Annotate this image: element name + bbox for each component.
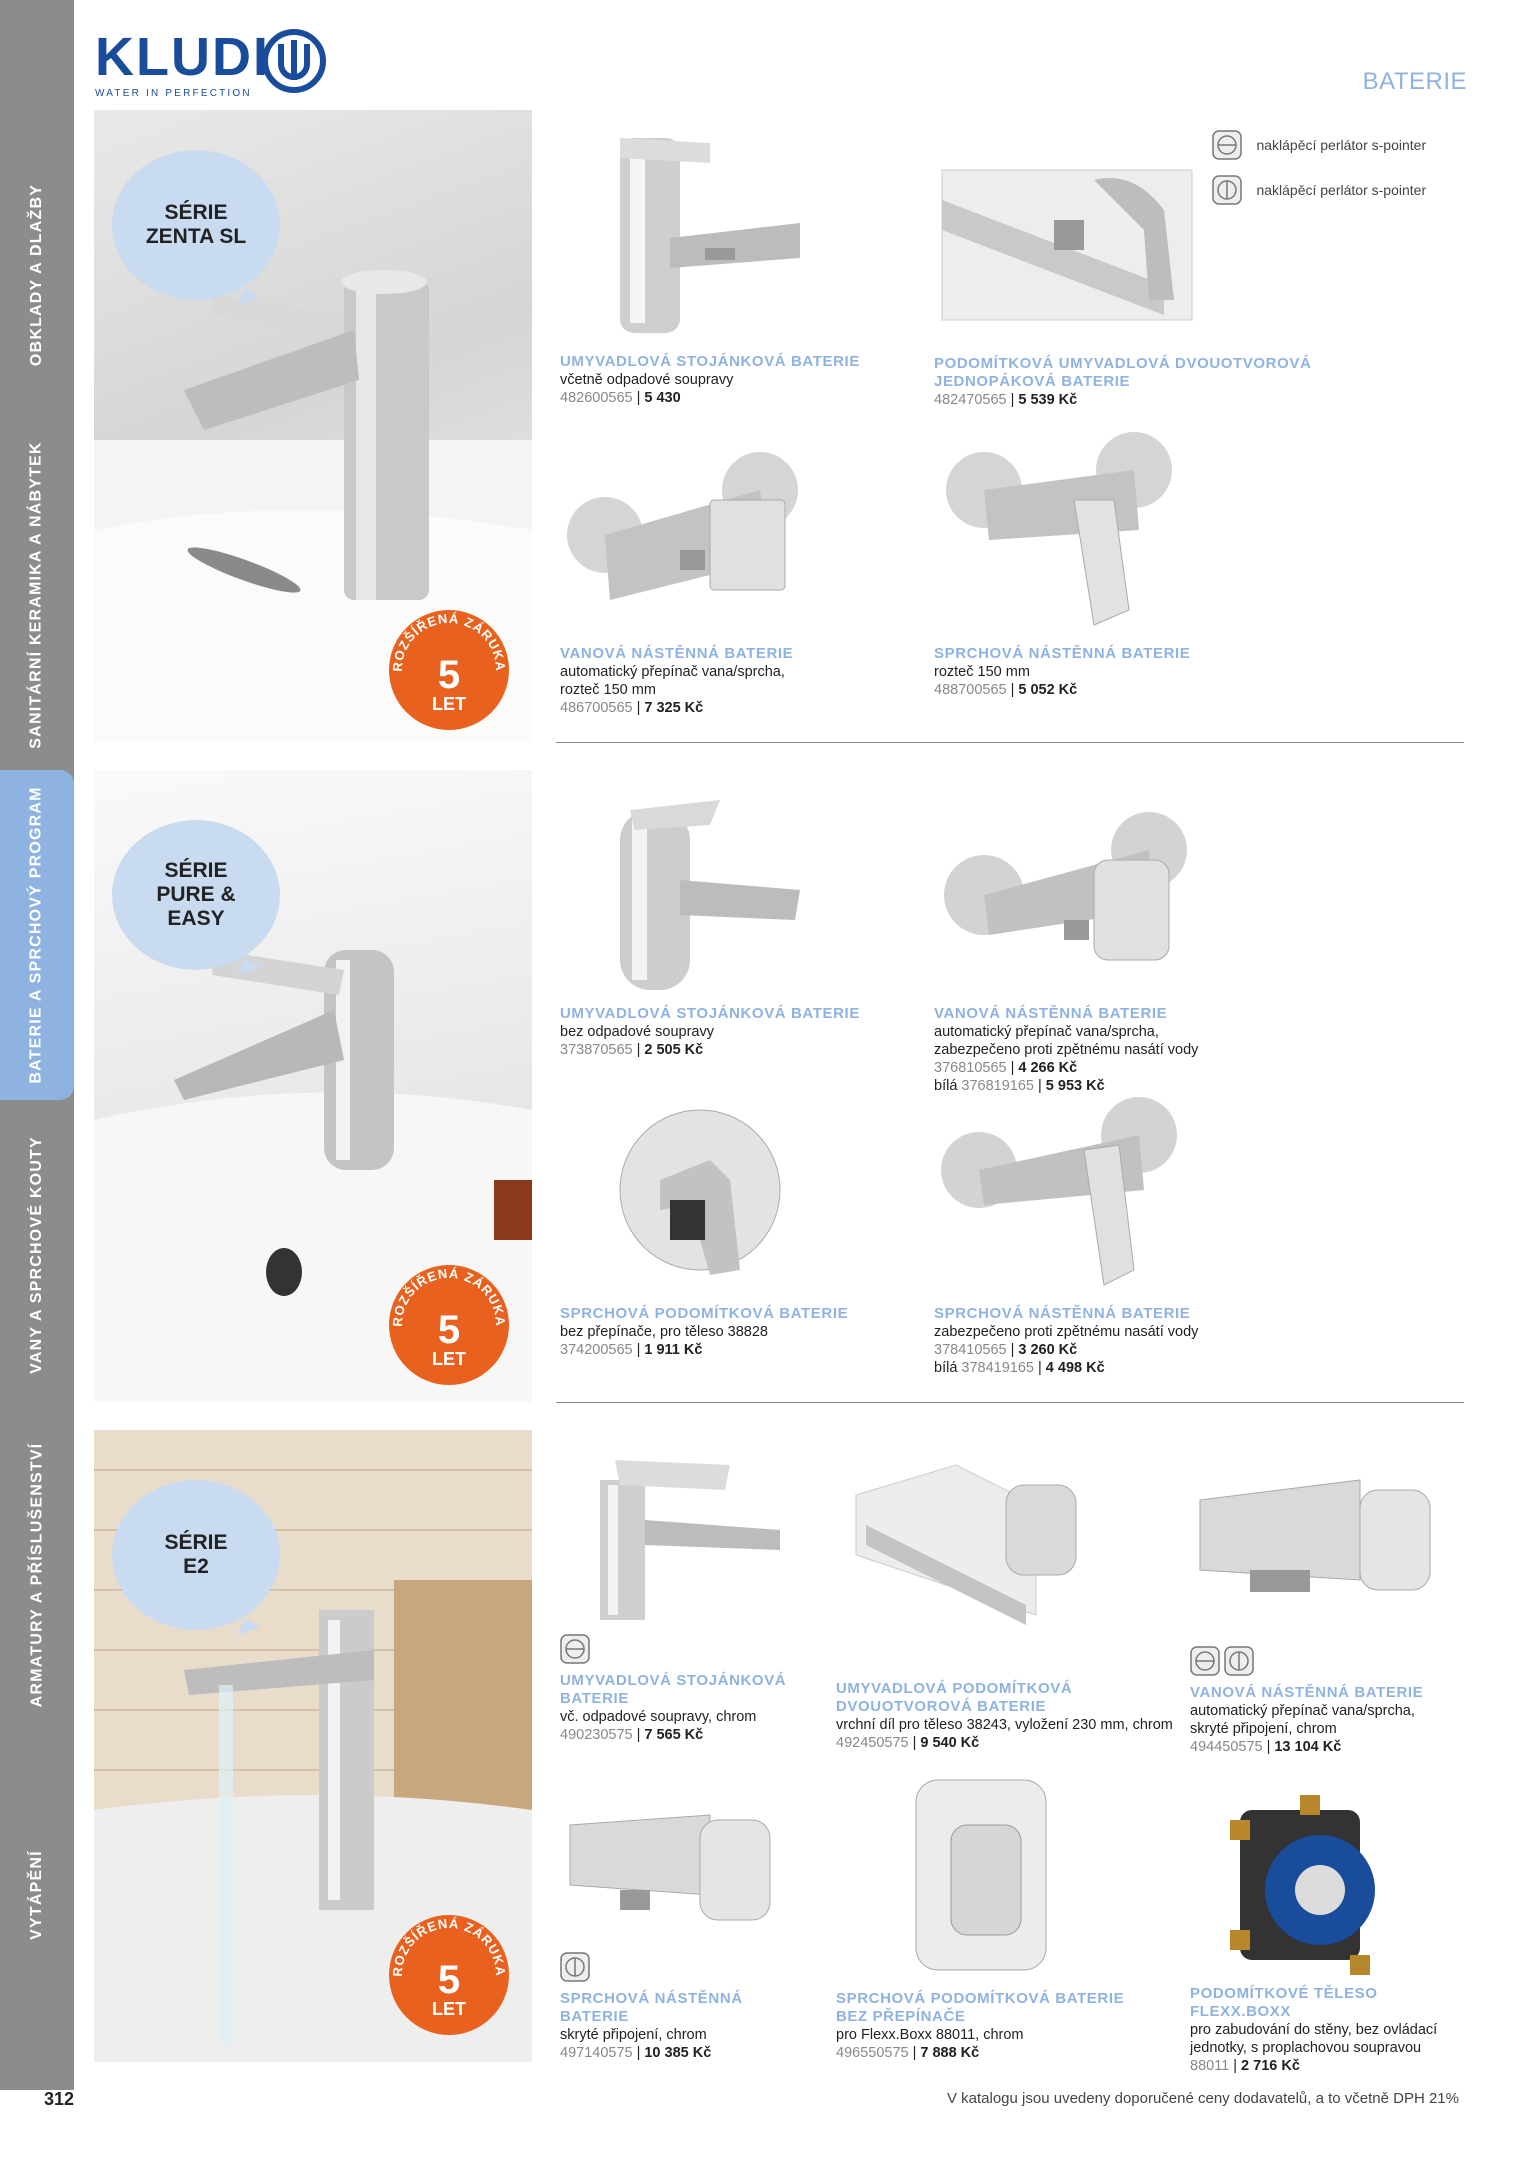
hero-photo-e2: [94, 1430, 532, 2062]
product-desc: automatický přepínač vana/sprcha, zabezpečeno proti zpětnému nasátí vody: [934, 1024, 1199, 1058]
tilt-aerator-icon: [560, 1952, 590, 1982]
series-name: SÉRIE PURE & EASY: [156, 859, 236, 930]
series-bubble: [112, 820, 280, 970]
variant-price: 4 498 Kč: [1045, 1360, 1105, 1376]
product-desc: automatický přepínač vana/sprcha, skryté připojení, chrom: [1190, 1703, 1415, 1737]
product-desc: včetně odpadové soupravy: [560, 372, 734, 388]
product-desc: bez přepínače, pro těleso 38828: [560, 1324, 768, 1340]
basin-mixer-image: [560, 118, 820, 348]
product-card[interactable]: VANOVÁ NÁSTĚNNÁ BATERIE automatický přepínač vana/sprcha, zabezpečeno proti zpětnému nasátí vody 376810565 | 4 266 Kč bílá 376819165 | 5 953 Kč: [934, 810, 1314, 1095]
svg-text:5: 5: [437, 653, 461, 697]
product-code: 486700565: [560, 700, 633, 716]
product-title: SPRCHOVÁ NÁSTĚNNÁ BATERIE: [934, 1305, 1191, 1322]
product-title: PODOMÍTKOVÁ UMYVADLOVÁ DVOUOTVOROVÁ JEDNOPÁKOVÁ BATERIE: [934, 355, 1312, 390]
product-code: 374200565: [560, 1342, 633, 1358]
product-card[interactable]: PODOMÍTKOVÁ UMYVADLOVÁ DVOUOTVOROVÁ JEDNOPÁKOVÁ BATERIE 482470565 | 5 539 Kč: [934, 150, 1354, 409]
series-bubble: [112, 1480, 280, 1630]
section-divider: [556, 742, 1464, 743]
product-title: UMYVADLOVÁ PODOMÍTKOVÁ DVOUOTVOROVÁ BATERIE: [836, 1680, 1073, 1715]
product-desc: pro Flexx.Boxx 88011, chrom: [836, 2027, 1024, 2043]
product-title: SPRCHOVÁ PODOMÍTKOVÁ BATERIE BEZ PŘEPÍNAČE: [836, 1990, 1125, 2025]
product-price: 2 505 Kč: [644, 1042, 704, 1058]
product-code: 490230575: [560, 1727, 633, 1743]
product-price: 7 325 Kč: [644, 700, 704, 716]
product-desc: vč. odpadové soupravy, chrom: [560, 1709, 757, 1725]
product-price: 4 266 Kč: [1018, 1060, 1078, 1076]
svg-text:ROZŠÍŘENÁ ZÁRUKA: ROZŠÍŘENÁ ZÁRUKA: [389, 1915, 509, 1978]
product-code: 496550575: [836, 2045, 909, 2061]
product-desc: pro zabudování do stěny, bez ovládací jednotky, s proplachovou soupravou: [1190, 2022, 1438, 2056]
product-price: 7 888 Kč: [920, 2045, 980, 2061]
category-sidebar: [0, 0, 74, 2090]
product-code: 492450575: [836, 1735, 909, 1751]
brand-name: KLUDI: [95, 27, 270, 87]
hero-photo-pure-easy: [94, 770, 532, 1402]
warranty-badge-icon: [384, 1905, 514, 2035]
sidebar-item-obklady[interactable]: OBKLADY A DLAŽBY: [28, 183, 46, 367]
shower-mixer-image: [934, 430, 1224, 640]
product-price: 10 385 Kč: [644, 2045, 712, 2061]
series-name: SÉRIE ZENTA SL: [145, 201, 247, 248]
product-title: SPRCHOVÁ NÁSTĚNNÁ BATERIE: [934, 645, 1191, 662]
svg-text:LET: LET: [432, 1349, 466, 1369]
product-price: 5 430: [644, 390, 681, 406]
product-card[interactable]: SPRCHOVÁ NÁSTĚNNÁ BATERIE skryté připojení, chrom 497140575 | 10 385 Kč: [560, 1805, 810, 2062]
brand-logo: [95, 27, 270, 99]
product-price: 5 052 Kč: [1018, 682, 1078, 698]
bath-mixer-image: [934, 810, 1224, 1000]
svg-text:ROZŠÍŘENÁ ZÁRUKA: ROZŠÍŘENÁ ZÁRUKA: [389, 610, 509, 673]
product-card[interactable]: UMYVADLOVÁ STOJÁNKOVÁ BATERIE včetně odpadové soupravy 482600565 | 5 430: [560, 118, 890, 407]
variant-code: 376819165: [961, 1078, 1034, 1094]
product-code: 482470565: [934, 392, 1007, 408]
product-code: 494450575: [1190, 1739, 1263, 1755]
brand-tagline: WATER IN PERFECTION: [95, 88, 252, 99]
page-number: 312: [44, 2089, 75, 2109]
product-title: VANOVÁ NÁSTĚNNÁ BATERIE: [934, 1005, 1168, 1022]
product-price: 1 911 Kč: [644, 1342, 703, 1358]
product-desc: zabezpečeno proti zpětnému nasátí vody: [934, 1324, 1199, 1340]
tilt-aerator-icon: [1190, 1646, 1220, 1676]
product-title: VANOVÁ NÁSTĚNNÁ BATERIE: [1190, 1684, 1424, 1701]
product-desc: automatický přepínač vana/sprcha, rozteč 150 mm: [560, 664, 785, 698]
basin-mixer-image: [560, 780, 820, 1000]
product-desc: skryté připojení, chrom: [560, 2027, 707, 2043]
variant-code: 378419165: [961, 1360, 1034, 1376]
price-note: V katalogu jsou uvedeny doporučené ceny dodavatelů, a to včetně DPH 21%: [946, 2090, 1459, 2107]
variant-price: 5 953 Kč: [1045, 1078, 1105, 1094]
tilt-aerator-icon: [560, 1634, 590, 1664]
bath-mixer-image: [560, 440, 860, 640]
shower-mixer-image: [934, 1090, 1224, 1300]
product-code: 488700565: [934, 682, 1007, 698]
product-price: 2 716 Kč: [1241, 2058, 1300, 2074]
product-desc: bez odpadové soupravy: [560, 1024, 714, 1040]
product-title: UMYVADLOVÁ STOJÁNKOVÁ BATERIE: [560, 1672, 787, 1707]
warranty-badge-icon: [384, 1255, 514, 1385]
shower-mixer-image: [560, 1805, 800, 1945]
legend-text: naklápěcí perlátor s-pointer: [1256, 182, 1427, 198]
section-title: BATERIE: [1362, 68, 1467, 95]
kludi-mark-icon: [261, 28, 327, 94]
product-title: PODOMÍTKOVÉ TĚLESO FLEXX.BOXX: [1190, 1985, 1378, 2020]
tilt-aerator-icon: [1224, 1646, 1254, 1676]
sidebar-item-baterie[interactable]: BATERIE A SPRCHOVÝ PROGRAM: [0, 770, 74, 1100]
svg-text:5: 5: [437, 1308, 461, 1352]
product-code: 88011: [1190, 2058, 1230, 2074]
sidebar-item-sanitarni-keramika[interactable]: SANITÁRNÍ KERAMIKA A NÁBYTEK: [28, 441, 45, 749]
concealed-shower-mixer-image: [560, 1100, 820, 1300]
product-card[interactable]: SPRCHOVÁ NÁSTĚNNÁ BATERIE rozteč 150 mm 488700565 | 5 052 Kč: [934, 430, 1274, 699]
concealed-shower-mixer-image: [836, 1770, 1076, 1985]
product-price: 9 540 Kč: [920, 1735, 980, 1751]
legend-text: naklápěcí perlátor s-pointer: [1256, 137, 1427, 153]
product-price: 3 260 Kč: [1018, 1342, 1078, 1358]
product-price: 7 565 Kč: [644, 1727, 704, 1743]
product-card[interactable]: SPRCHOVÁ PODOMÍTKOVÁ BATERIE BEZ PŘEPÍNAČE pro Flexx.Boxx 88011, chrom 496550575 | 7 888 Kč: [836, 1770, 1156, 2062]
sidebar-item-vany[interactable]: VANY A SPRCHOVÉ KOUTY: [28, 1136, 45, 1374]
product-price: 13 104 Kč: [1274, 1739, 1342, 1755]
product-title: VANOVÁ NÁSTĚNNÁ BATERIE: [560, 645, 794, 662]
variant-label: bílá: [934, 1360, 958, 1376]
product-code: 376810565: [934, 1060, 1007, 1076]
sidebar-item-armatury[interactable]: ARMATURY A PŘÍSLUŠENSTVÍ: [28, 1442, 46, 1708]
svg-text:ROZŠÍŘENÁ ZÁRUKA: ROZŠÍŘENÁ ZÁRUKA: [389, 1265, 509, 1328]
svg-text:LET: LET: [432, 694, 466, 714]
product-card[interactable]: SPRCHOVÁ PODOMÍTKOVÁ BATERIE bez přepínače, pro těleso 38828 374200565 | 1 911 Kč: [560, 1100, 920, 1359]
product-price: 5 539 Kč: [1018, 392, 1078, 408]
variant-label: bílá: [934, 1078, 958, 1094]
series-name: SÉRIE E2: [164, 1531, 228, 1578]
product-code: 373870565: [560, 1042, 633, 1058]
product-title: UMYVADLOVÁ STOJÁNKOVÁ BATERIE: [560, 1005, 860, 1022]
product-card[interactable]: VANOVÁ NÁSTĚNNÁ BATERIE automatický přepínač vana/sprcha, rozteč 150 mm 486700565 | 7 325 Kč: [560, 440, 900, 717]
warranty-badge-icon: [384, 600, 514, 730]
bath-mixer-image: [1190, 1470, 1450, 1635]
wall-basin-mixer-image: [836, 1455, 1096, 1675]
product-code: 482600565: [560, 390, 633, 406]
sidebar-item-vytapeni[interactable]: VYTÁPĚNÍ: [28, 1850, 45, 1940]
product-card[interactable]: UMYVADLOVÁ PODOMÍTKOVÁ DVOUOTVOROVÁ BATERIE vrchní díl pro těleso 38243, vyložení 230 mm, chrom 492450575 | 9 540 Kč: [836, 1455, 1181, 1752]
hero-photo-zenta-sl: [94, 110, 532, 742]
series-bubble: [112, 150, 280, 300]
svg-text:5: 5: [437, 1958, 461, 2002]
product-card[interactable]: UMYVADLOVÁ STOJÁNKOVÁ BATERIE vč. odpadové soupravy, chrom 490230575 | 7 565 Kč: [560, 1450, 810, 1744]
product-card[interactable]: PODOMÍTKOVÉ TĚLESO FLEXX.BOXX pro zabudování do stěny, bez ovládací jednotky, s proplachovou soupravou 88011 | 2 716 Kč: [1190, 1780, 1480, 2075]
basin-mixer-image: [560, 1450, 800, 1625]
product-card[interactable]: SPRCHOVÁ NÁSTĚNNÁ BATERIE zabezpečeno proti zpětnému nasátí vody 378410565 | 3 260 Kč bílá 378419165 | 4 498 Kč: [934, 1090, 1314, 1377]
svg-text:LET: LET: [432, 1999, 466, 2019]
section-divider: [556, 1402, 1464, 1403]
product-card[interactable]: UMYVADLOVÁ STOJÁNKOVÁ BATERIE bez odpadové soupravy 373870565 | 2 505 Kč: [560, 780, 900, 1059]
product-title: UMYVADLOVÁ STOJÁNKOVÁ BATERIE: [560, 353, 860, 370]
flexx-boxx-body-image: [1190, 1780, 1430, 1980]
product-title: SPRCHOVÁ PODOMÍTKOVÁ BATERIE: [560, 1305, 849, 1322]
product-title: SPRCHOVÁ NÁSTĚNNÁ BATERIE: [560, 1990, 743, 2025]
wall-basin-mixer-image: [934, 150, 1204, 350]
product-desc: vrchní díl pro těleso 38243, vyložení 230 mm, chrom: [836, 1717, 1173, 1733]
product-code: 378410565: [934, 1342, 1007, 1358]
product-card[interactable]: VANOVÁ NÁSTĚNNÁ BATERIE automatický přepínač vana/sprcha, skryté připojení, chrom 494450575 | 13 104 Kč: [1190, 1470, 1470, 1756]
product-code: 497140575: [560, 2045, 633, 2061]
product-desc: rozteč 150 mm: [934, 664, 1030, 680]
